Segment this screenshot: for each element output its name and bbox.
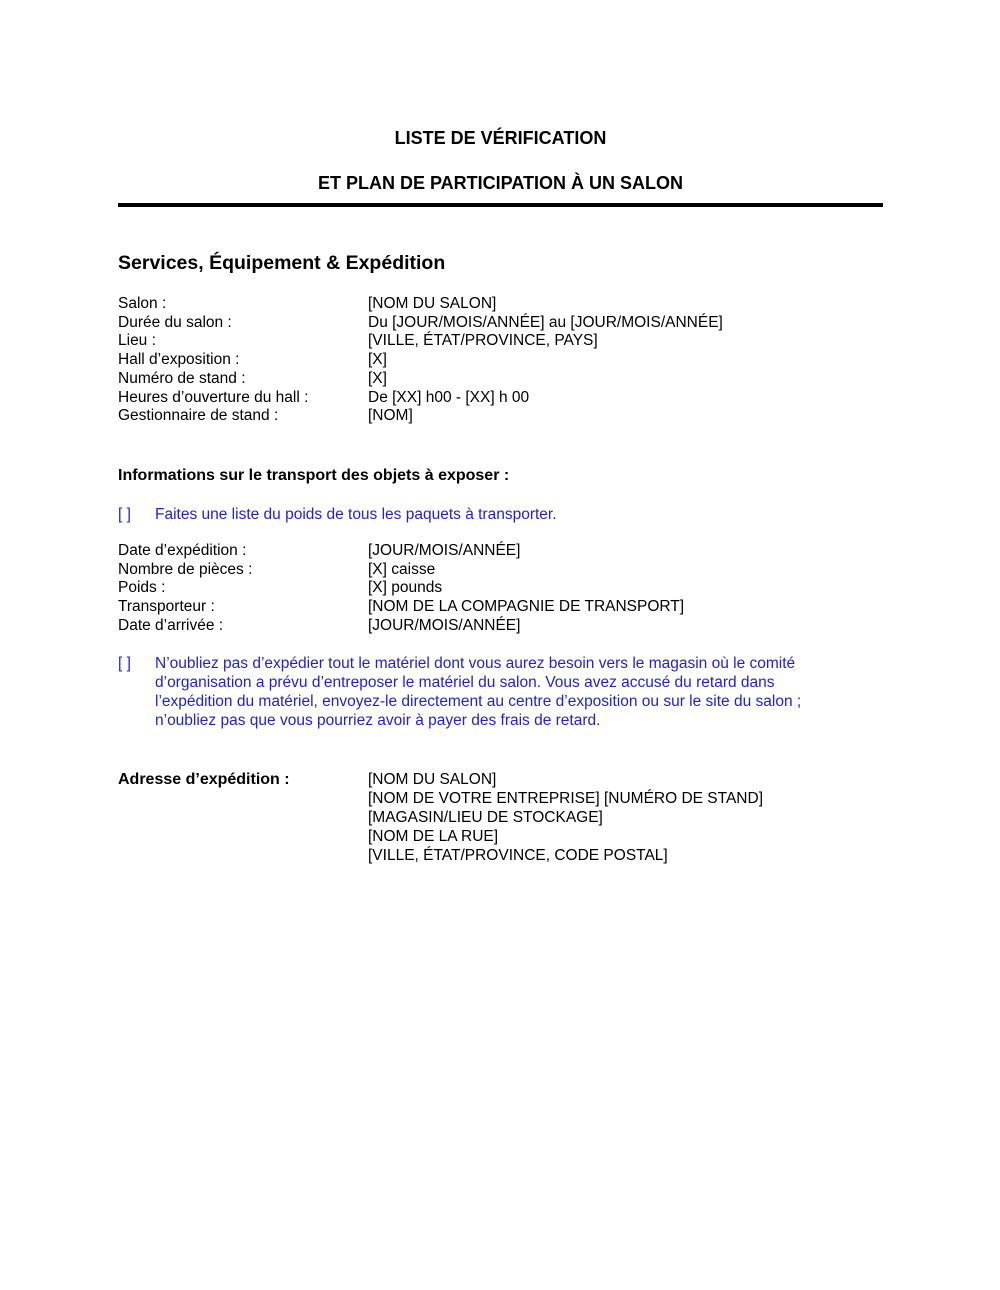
detail-label: Date d’expédition : [118, 541, 247, 559]
checklist-item-expedition-note [118, 654, 883, 730]
detail-row-gestionnaire [118, 407, 883, 426]
detail-label: Numéro de stand : [118, 369, 246, 387]
address-line: [MAGASIN/LIEU DE STOCKAGE] [368, 809, 603, 827]
detail-row-salon [118, 295, 883, 314]
transport-row-date-expedition [118, 542, 883, 561]
shipping-address-lines [368, 770, 883, 865]
detail-row-heures [118, 389, 883, 408]
detail-label: Gestionnaire de stand : [118, 407, 279, 425]
checklist-item-poids [118, 505, 883, 524]
checklist-item-text: N’oubliez pas d’expédier tout le matériel dont vous aurez besoin vers le magasin où le comité d’organisation a prévu d’entreposer le matériel du salon. Vous avez accusé du retard dans l’expédition du matériel, envoyez-le directement au centre d’exposition ou sur le site du salon ; n’oubliez pas que vous pourriez avoir à payer des frais de retard. [155, 655, 802, 730]
section-heading: Services, Équipement & Expédition [118, 252, 446, 274]
detail-value: [JOUR/MOIS/ANNÉE] [368, 616, 521, 634]
detail-value: [X] [368, 351, 387, 369]
detail-value: [X] pounds [368, 579, 443, 597]
detail-label: Lieu : [118, 332, 156, 350]
detail-row-numero-stand [118, 370, 883, 389]
detail-value: [VILLE, ÉTAT/PROVINCE, PAYS] [368, 332, 598, 350]
transport-row-poids [118, 579, 883, 598]
detail-label: Nombre de pièces : [118, 560, 253, 578]
detail-value: [NOM DU SALON] [368, 295, 497, 312]
transport-row-nombre-pieces [118, 561, 883, 580]
checklist-item-text: Faites une liste du poids de tous les paquets à transporter. [155, 505, 557, 523]
detail-label: Hall d’exposition : [118, 351, 240, 369]
salon-details-list [118, 295, 883, 426]
detail-row-lieu [118, 332, 883, 351]
detail-value: [NOM] [368, 407, 413, 425]
detail-label: Date d’arrivée : [118, 616, 224, 634]
address-line: [VILLE, ÉTAT/PROVINCE, CODE POSTAL] [368, 847, 668, 865]
address-line: [NOM DE LA RUE] [368, 828, 499, 846]
shipping-address-block [118, 770, 883, 865]
detail-value: [X] caisse [368, 560, 436, 578]
detail-label: Salon : [118, 295, 167, 312]
detail-label: Heures d’ouverture du hall : [118, 388, 309, 406]
transport-details-list [118, 542, 883, 636]
detail-value: [JOUR/MOIS/ANNÉE] [368, 541, 521, 559]
address-line: [NOM DE VOTRE ENTREPRISE] [NUMÉRO DE STAND] [368, 790, 764, 808]
empty-checkbox-marker: [ ] [118, 505, 131, 523]
detail-label: Transporteur : [118, 598, 215, 616]
detail-value: Du [JOUR/MOIS/ANNÉE] au [JOUR/MOIS/ANNÉE] [368, 313, 723, 331]
detail-label: Poids : [118, 579, 166, 597]
doc-title-line2: ET PLAN DE PARTICIPATION À UN SALON [317, 173, 683, 193]
title-divider-rule [118, 203, 883, 207]
detail-value: [X] [368, 369, 387, 387]
detail-row-duree [118, 314, 883, 333]
detail-row-hall [118, 351, 883, 370]
empty-checkbox-marker: [ ] [118, 655, 131, 673]
detail-label: Durée du salon : [118, 313, 232, 331]
transport-section-heading: Informations sur le transport des objets à exposer : [118, 466, 510, 484]
transport-row-transporteur [118, 598, 883, 617]
detail-value: [NOM DE LA COMPAGNIE DE TRANSPORT] [368, 598, 685, 616]
detail-value: De [XX] h00 - [XX] h 00 [368, 388, 530, 406]
address-line: [NOM DU SALON] [368, 771, 497, 789]
doc-title-line1: LISTE DE VÉRIFICATION [394, 128, 607, 148]
shipping-address-label: Adresse d’expédition : [118, 771, 290, 789]
transport-row-date-arrivee [118, 617, 883, 636]
